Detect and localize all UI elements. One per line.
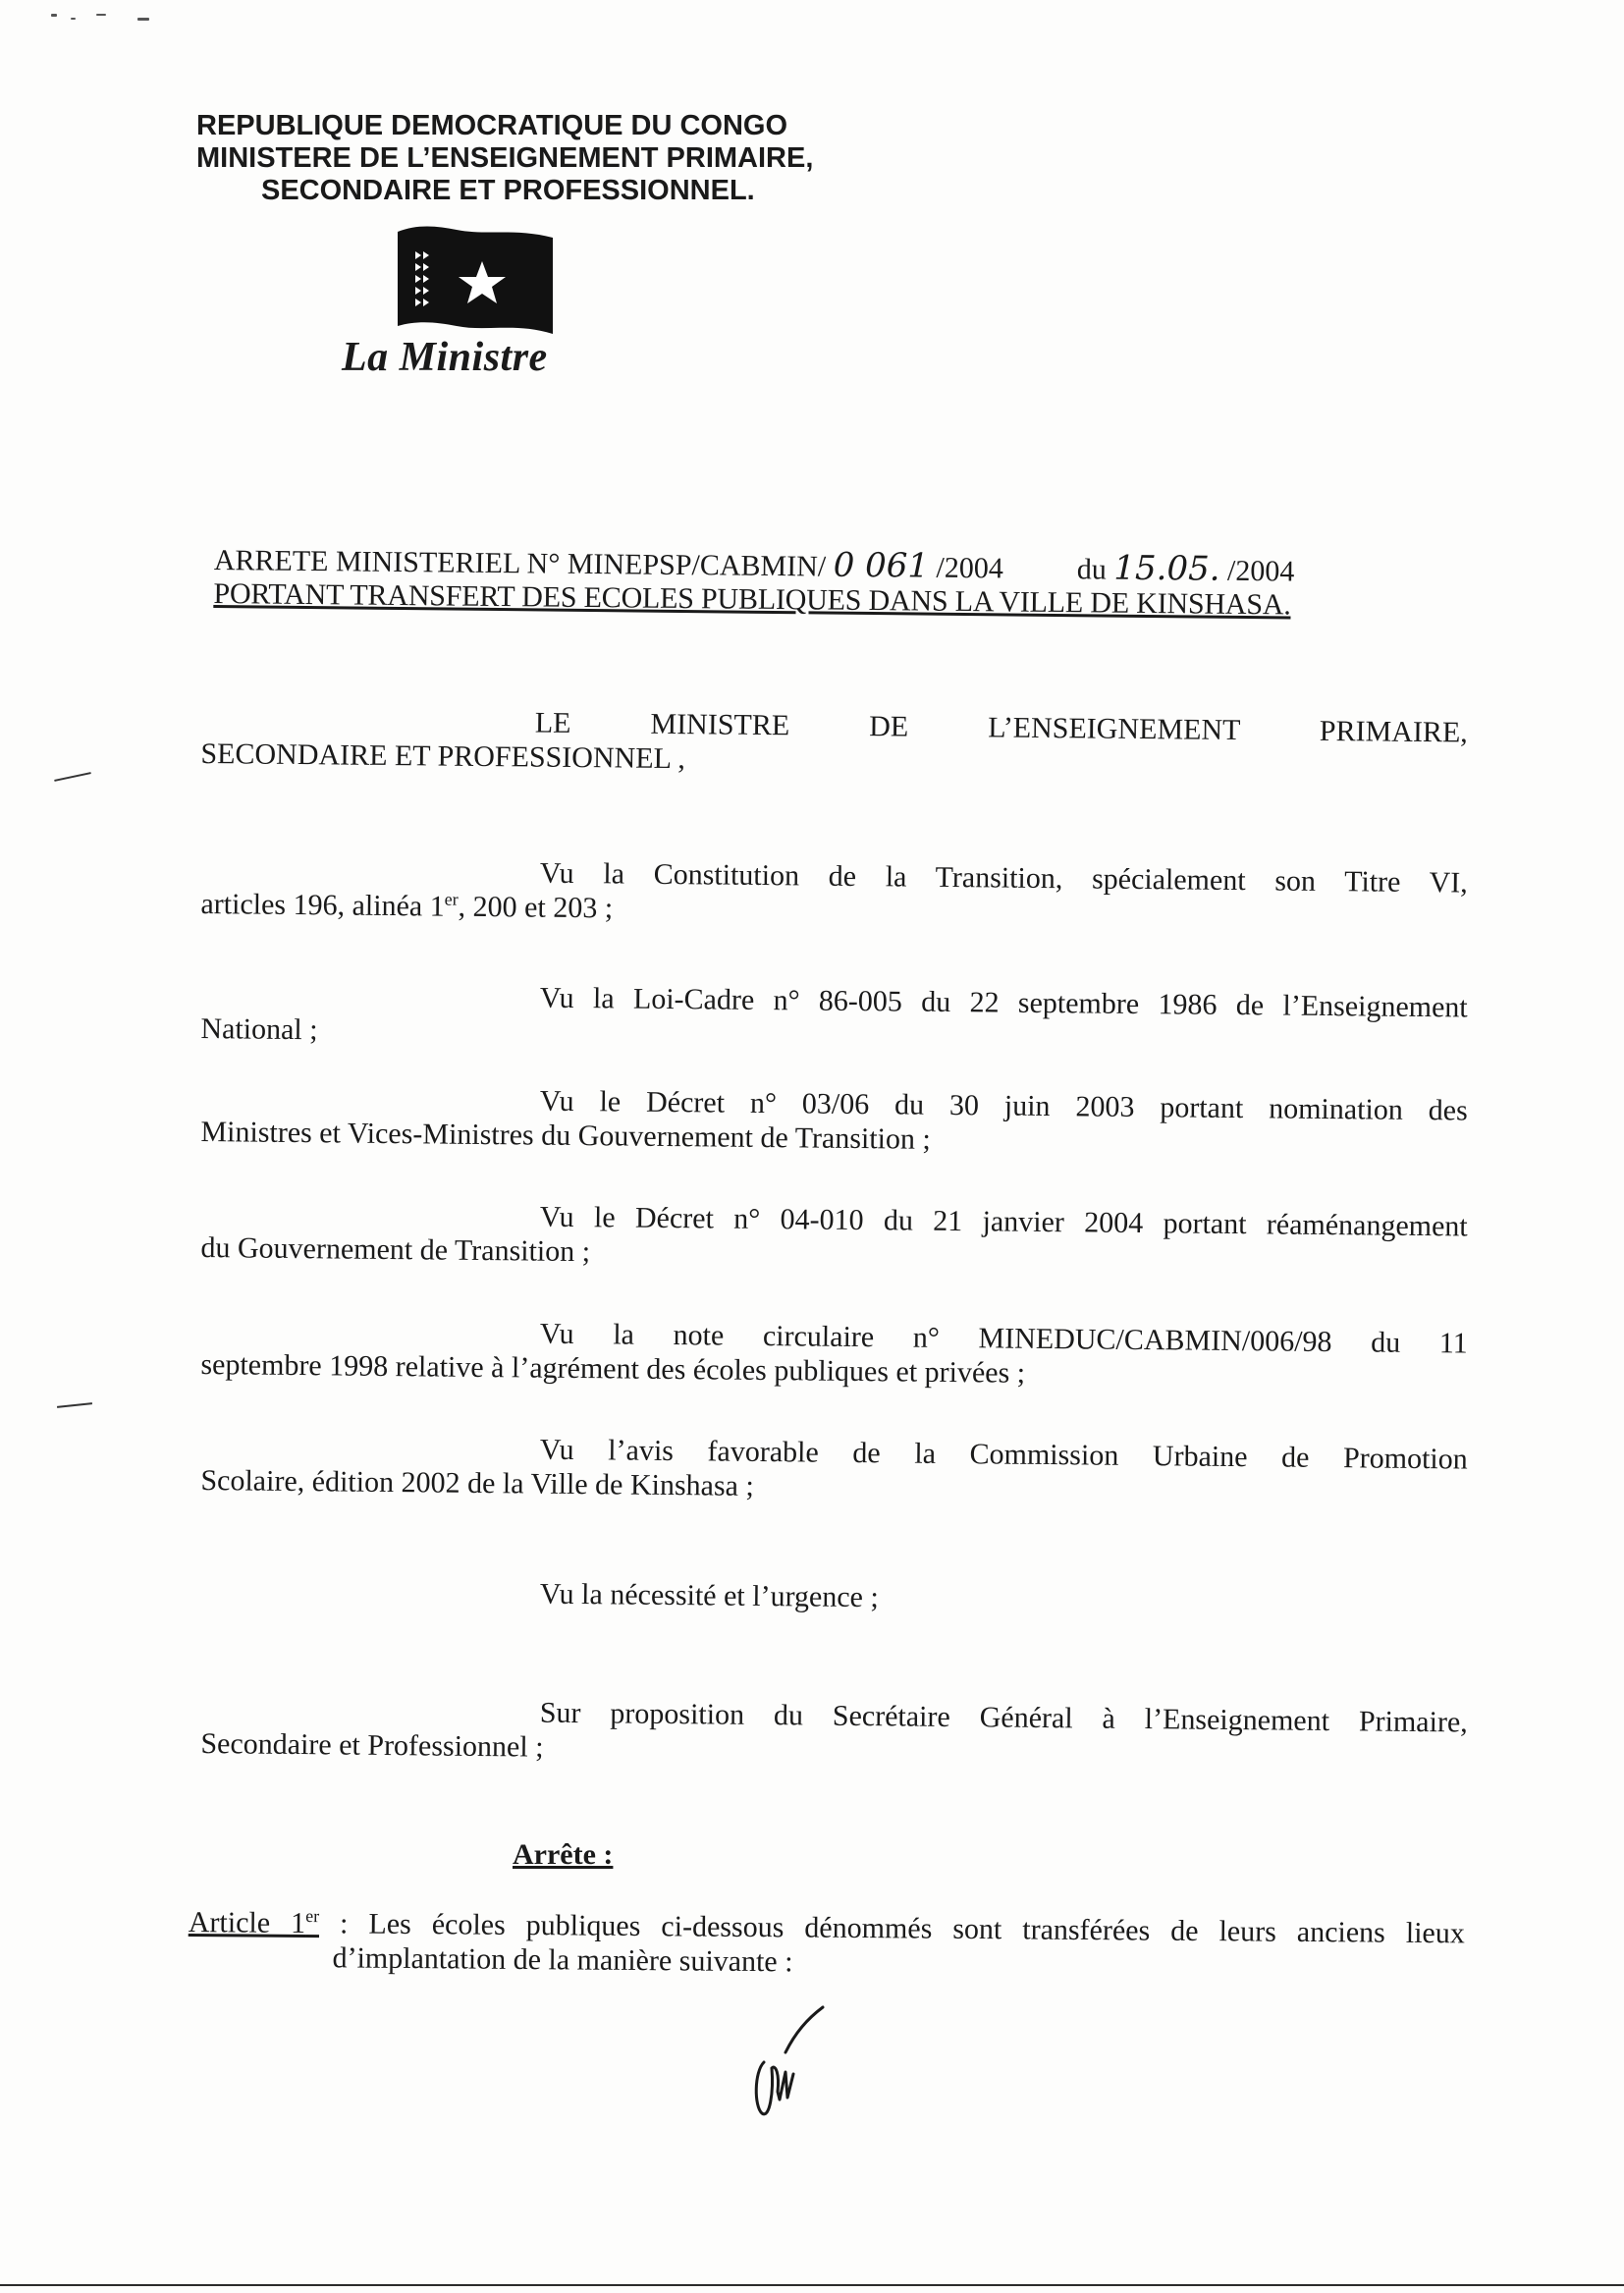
vu-note-circulaire-line-2: septembre 1998 relative à l’agrément des écoles publiques et privées ; [200, 1347, 1026, 1390]
arrete-title [213, 542, 1471, 624]
article-1 [188, 1905, 1465, 1985]
letterhead [187, 110, 893, 207]
article-1-line-2: d’implantation de la manière suivante : [332, 1941, 793, 1979]
vu-constitution-line-2: articles 196, alinéa 1er, 200 et 203 ; [200, 887, 614, 925]
scan-speck [96, 14, 106, 16]
arrete-subject: PORTANT TRANSFERT DES ECOLES PUBLIQUES DANS LA VILLE DE KINSHASA. [213, 576, 1291, 622]
vu-decret-1-line-1: Vu le Décret n° 03/06 du 30 juin 2003 portant nomination des [539, 1084, 1468, 1127]
arrete-heading: Arrête : [513, 1838, 614, 1871]
arrete-prefix: ARRETE MINISTERIEL N° MINEPSP/CABMIN/ [213, 543, 827, 583]
sur-proposition [200, 1692, 1468, 1774]
vu-decret-2 [200, 1196, 1468, 1279]
margin-mark [57, 1402, 92, 1408]
vu-avis-line-1: Vu l’avis favorable de la Commission Urbaine de Promotion [539, 1433, 1468, 1476]
arrete-du: du [1076, 553, 1108, 586]
ministre-heading-line-2: SECONDAIRE ET PROFESSIONNEL , [200, 737, 685, 776]
vu-avis-line-2: Scolaire, édition 2002 de la Ville de Kinshasa ; [200, 1463, 754, 1502]
letterhead-line-1: REPUBLIQUE DEMOCRATIQUE DU CONGO [196, 110, 788, 141]
vu-loi-cadre-line-1: Vu la Loi-Cadre n° 86-005 du 22 septembre 1986 de l’Enseignement [539, 981, 1468, 1024]
footer-rule [0, 2284, 1624, 2286]
vu-constitution-line-1: Vu la Constitution de la Transition, spécialement son Titre VI, [539, 856, 1468, 900]
arrete-date-handwritten: 15.05. [1113, 548, 1220, 589]
scan-speck [137, 18, 149, 21]
ministre-heading [200, 702, 1468, 785]
article-1-label: Article 1er [188, 1906, 320, 1940]
vu-note-circulaire [200, 1313, 1468, 1395]
arrete-number-handwritten: 0 061 [833, 545, 930, 586]
vu-decret-1 [200, 1080, 1468, 1163]
sur-proposition-line-2: Secondaire et Professionnel ; [200, 1726, 544, 1764]
vu-constitution [200, 852, 1468, 935]
flag-emblem-icon [398, 224, 555, 340]
ministre-heading-line-1: LE MINISTRE DE L’ENSEIGNEMENT PRIMAIRE, [534, 706, 1468, 749]
handwritten-initials-signature [746, 2003, 835, 2131]
scan-speck [51, 14, 57, 17]
article-1-line-1: Article 1er : Les écoles publiques ci-dessous dénommés sont transférées de leurs anciens lieux [188, 1906, 1465, 1950]
arrete-date-year: /2004 [1226, 554, 1295, 588]
arrete-year: /2004 [936, 551, 1004, 585]
letterhead-line-2: MINISTERE DE L’ENSEIGNEMENT PRIMAIRE, [196, 142, 814, 174]
sur-proposition-line-1: Sur proposition du Secrétaire Général à l’Enseignement Primaire, [539, 1696, 1468, 1739]
vu-avis [200, 1429, 1468, 1511]
vu-necessite [201, 1573, 1468, 1621]
scan-speck [71, 18, 76, 20]
vu-necessite-line: Vu la nécessité et l’urgence ; [539, 1577, 879, 1614]
vu-note-circulaire-line-1: Vu la note circulaire n° MINEDUC/CABMIN/006/98 du 11 [539, 1317, 1468, 1360]
vu-decret-2-line-2: du Gouvernement de Transition ; [200, 1230, 591, 1269]
vu-decret-1-line-2: Ministres et Vices-Ministres du Gouvernement de Transition ; [200, 1115, 932, 1156]
vu-decret-2-line-1: Vu le Décret n° 04-010 du 21 janvier 2004 portant réaménangement [539, 1200, 1468, 1243]
vu-loi-cadre [200, 977, 1468, 1060]
letterhead-line-3: SECONDAIRE ET PROFESSIONNEL. [261, 175, 755, 206]
margin-mark [54, 772, 91, 782]
ministre-title: La Ministre [342, 335, 548, 380]
vu-loi-cadre-line-2: National ; [200, 1011, 318, 1047]
